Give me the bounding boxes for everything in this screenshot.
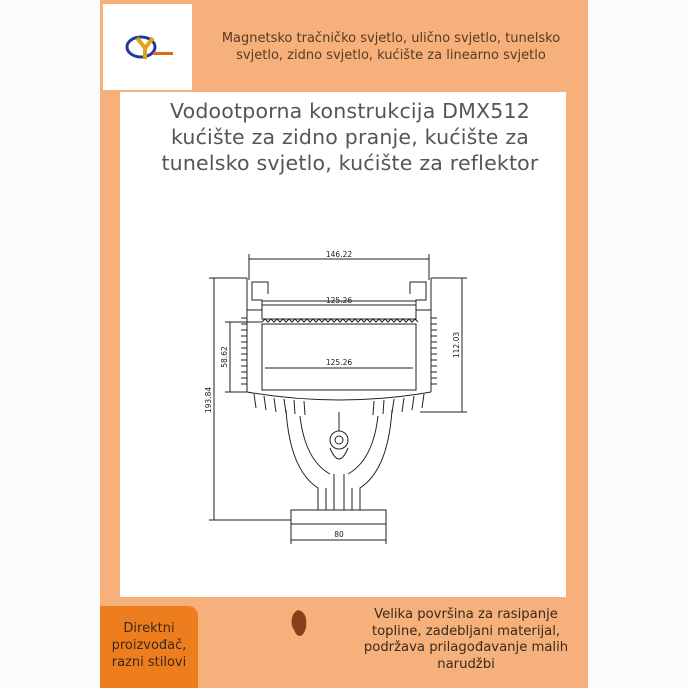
feature-text: Velika površina za rasipanje topline, zadebljani materijal, podržava prilagođavanje malih narudžbi [363, 607, 569, 672]
title-line-3: tunelsko svjetlo, kućište za reflektor [161, 151, 539, 175]
dim-label-top-width: 146.22 [325, 250, 353, 259]
technical-drawing [200, 240, 480, 550]
dim-label-right: 112.03 [452, 331, 461, 359]
title-line-2: kućište za zidno pranje, kućište za [170, 125, 530, 149]
profile-cross-section [200, 240, 480, 550]
dim-label-inner-lower: 125.26 [325, 358, 353, 367]
product-title [130, 98, 570, 176]
logo-icon [103, 4, 192, 90]
company-logo [103, 4, 192, 90]
right-margin [588, 0, 688, 688]
dim-label-inner-upper: 125.26 [325, 296, 353, 305]
dim-label-left-total: 193.84 [204, 386, 213, 414]
header-tagline: Magnetsko tračničko svjetlo, ulično svjetlo, tunelsko svjetlo, zidno svjetlo, kućište za linearno svjetlo [221, 31, 561, 63]
dim-label-base: 80 [334, 530, 344, 539]
title-line-1: Vodootporna konstrukcija DMX512 [169, 99, 531, 123]
left-badge-text: Direktni proizvođač, razni stilovi [111, 621, 187, 670]
dim-label-left-short: 58.62 [220, 346, 229, 368]
left-margin [0, 0, 100, 688]
